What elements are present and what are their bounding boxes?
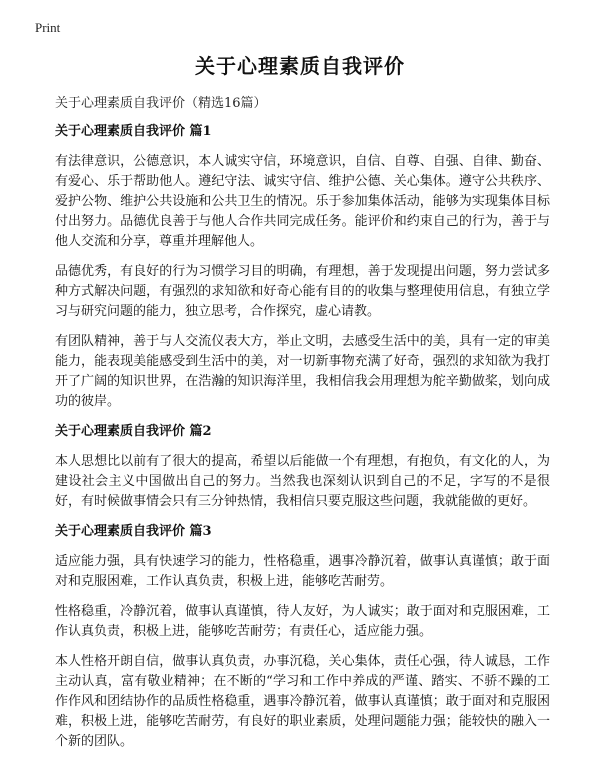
section-3 (55, 522, 550, 752)
paragraph: 品德优秀，有良好的行为习惯学习目的明确，有理想，善于发现提出问题，努力尝试多种方式解决问题，有强烈的求知欲和好奇心能有目的的收集与整理使用信息，有独立学习与研究问题的能力，独立思考，合作探究，虚心请教。 (55, 264, 550, 319)
section-heading: 关于心理素质自我评价 篇2 (55, 424, 212, 439)
paragraph: 性格稳重，冷静沉着，做事认真谨慎，待人友好，为人诚实；敢于面对和克服困难，工作认真负责，积极上进，能够吃苦耐劳；有责任心，适应能力强。 (55, 604, 550, 639)
section-1 (55, 122, 550, 412)
page-subtitle: 关于心理素质自我评价（精选16篇） (55, 96, 267, 111)
section-2 (55, 422, 550, 512)
paragraph: 适应能力强，具有快速学习的能力，性格稳重，遇事冷静沉着，做事认真谨慎；敢于面对和克服困难，工作认真负责，积极上进，能够吃苦耐劳。 (55, 554, 550, 589)
paragraph: 本人思想比以前有了很大的提高，希望以后能做一个有理想，有抱负，有文化的人，为建设社会主义中国做出自己的努力。当然我也深刻认识到自己的不足，字写的不是很好，有时候做事情会只有三分钟热情，我相信只要克服这些问题，我就能做的更好。 (55, 454, 550, 509)
paragraph: 有团队精神，善于与人交流仪表大方，举止文明，去感受生活中的美，具有一定的审美能力，能表现美能感受到生活中的美，对一切新事物充满了好奇，强烈的求知欲为我打开了广阔的知识世界，在浩瀚的知识海洋里，我相信我会用理想为舵辛勤做桨，划向成功的彼岸。 (55, 334, 550, 409)
print-label: Print (35, 20, 61, 35)
page-title: 关于心理素质自我评价 (195, 54, 405, 78)
article-body (55, 122, 550, 762)
paragraph: 有法律意识，公德意识，本人诚实守信，环境意识，自信、自尊、自强、自律、勤奋、有爱心、乐于帮助他人。遵纪守法、诚实守信、维护公德、关心集体。遵守公共秩序、爱护公物、维护公共设施和公共卫生的情况。乐于参加集体活动，能够为实现集体目标付出努力。品德优良善于与他人合作共同完成任务。能评价和约束自己的行为，善于与他人交流和分享，尊重并理解他人。 (55, 154, 550, 249)
section-heading: 关于心理素质自我评价 篇1 (55, 124, 212, 139)
section-heading: 关于心理素质自我评价 篇3 (55, 524, 212, 539)
paragraph: 本人性格开朗自信，做事认真负责，办事沉稳，关心集体，责任心强，待人诚恳，工作主动认真，富有敬业精神；在不断的“学习和工作中养成的严谨、踏实、不骄不躁的工作作风和团结协作的品质性格稳重，遇事冷静沉着，做事认真谨慎；敢于面对和克服困难，积极上进，能够吃苦耐劳，有良好的职业素质，处理问题能力强；能较快的融入一个新的团队。 (55, 654, 550, 749)
